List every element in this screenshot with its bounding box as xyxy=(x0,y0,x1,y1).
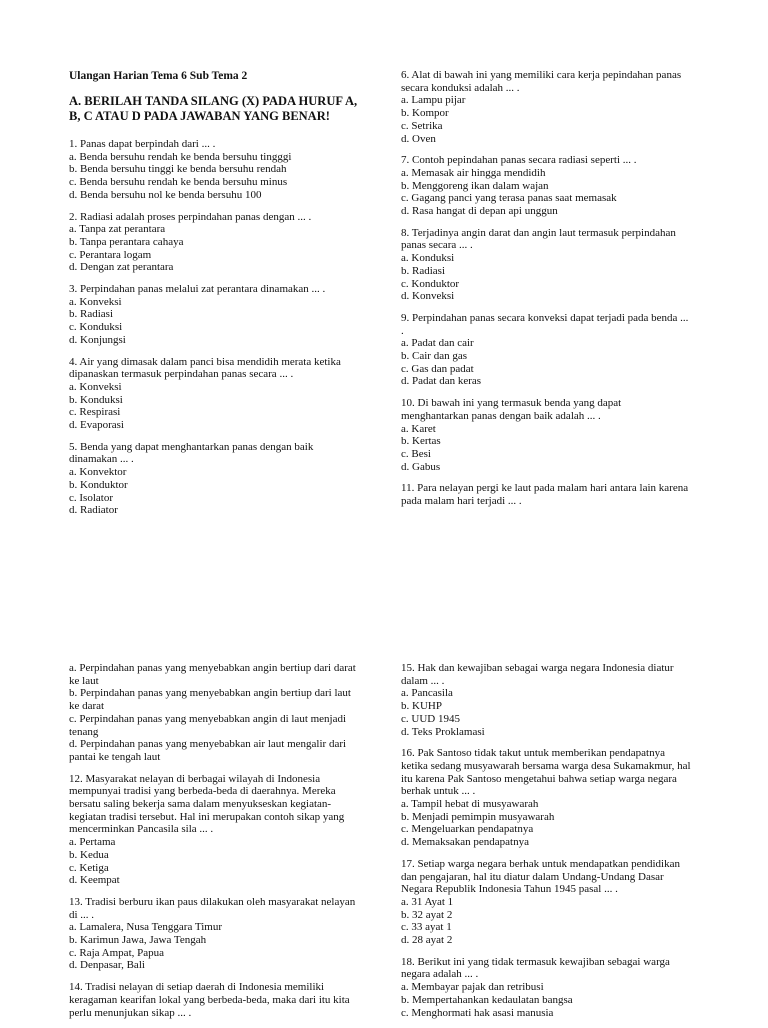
question-item xyxy=(69,896,359,972)
answer-option[interactable]: b. Konduktor xyxy=(69,478,128,491)
answer-options xyxy=(69,223,359,274)
question-item xyxy=(401,227,691,303)
answer-option[interactable]: c. Gas dan padat xyxy=(401,362,474,375)
answer-option[interactable]: c. Mengeluarkan pendapatnya xyxy=(401,823,534,836)
answer-option[interactable]: c. Gagang panci yang terasa panas saat memasak xyxy=(401,192,617,205)
answer-option[interactable]: d. Denpasar, Bali xyxy=(69,959,145,972)
answer-options xyxy=(69,381,359,432)
answer-option[interactable]: d. Memaksakan pendapatnya xyxy=(401,836,529,849)
question-item xyxy=(69,211,359,275)
answer-option[interactable]: b. Kertas xyxy=(401,435,441,448)
question-item xyxy=(69,981,359,1019)
answer-option[interactable]: a. Membayar pajak dan retribusi xyxy=(401,981,544,994)
answer-options xyxy=(401,94,691,145)
answer-options xyxy=(401,798,691,849)
answer-option[interactable]: a. Konveksi xyxy=(69,380,122,393)
answer-option[interactable]: d. Konjungsi xyxy=(69,333,126,346)
answer-option[interactable]: b. 32 ayat 2 xyxy=(401,908,453,921)
answer-option[interactable]: a. Lampu pijar xyxy=(401,94,466,107)
answer-options xyxy=(401,337,691,388)
answer-option[interactable]: c. Raja Ampat, Papua xyxy=(69,946,165,959)
answer-option[interactable]: b. KUHP xyxy=(401,700,442,713)
question-text: 17. Setiap warga negara berhak untuk mendapatkan pendidikan dan pengajaran, hal itu diatur dalam Undang-Undang Dasar Negara Republik Indonesia Tahun 1945 pasal ... . xyxy=(401,857,680,896)
answer-option[interactable]: c. Setrika xyxy=(401,119,443,132)
answer-option[interactable]: b. Tanpa perantara cahaya xyxy=(69,235,184,248)
answer-option[interactable]: c. Besi xyxy=(401,447,431,460)
answer-option[interactable]: a. Memasak air hingga mendidih xyxy=(401,166,546,179)
answer-option[interactable]: c. Konduksi xyxy=(69,321,123,334)
question-item xyxy=(69,138,359,202)
answer-option[interactable]: b. Kompor xyxy=(401,107,449,120)
answer-option[interactable]: a. Konveksi xyxy=(69,295,122,308)
answer-option[interactable]: d. Gabus xyxy=(401,460,441,473)
answer-option[interactable]: c. Konduktor xyxy=(401,277,460,290)
continued-option: a. Perpindahan panas yang menyebabkan angin bertiup dari darat ke laut xyxy=(69,662,356,687)
question-item xyxy=(401,858,691,947)
answer-option[interactable]: c. Benda bersuhu rendah ke benda bersuhu minus xyxy=(69,176,288,189)
question-list xyxy=(69,138,359,517)
question-text: 15. Hak dan kewajiban sebagai warga negara Indonesia diatur dalam ... . xyxy=(401,662,674,687)
question-text: 12. Masyarakat nelayan di berbagai wilayah di Indonesia mempunyai tradisi yang berbeda-beda di daerahnya. Mereka bersatu saling bekerja sama dalam menyukseskan kegiatan-kegiatan tradisi tersebut. Hal ini merupakan contoh sikap yang mencerminkan Pancasila sila ... . xyxy=(69,772,345,836)
answer-option[interactable]: c. Perantara logam xyxy=(69,248,152,261)
answer-option[interactable]: b. Mempertahankan kedaulatan bangsa xyxy=(401,993,573,1006)
answer-option[interactable]: a. Pertama xyxy=(69,836,116,849)
answer-options xyxy=(401,252,691,303)
answer-options xyxy=(401,687,691,738)
worksheet-title: Ulangan Harian Tema 6 Sub Tema 2 xyxy=(69,70,248,82)
answer-option[interactable]: a. 31 Ayat 1 xyxy=(401,895,454,908)
answer-option[interactable]: d. Rasa hangat di depan api unggun xyxy=(401,205,558,218)
question-text: 18. Berikut ini yang tidak termasuk kewajiban sebagai warga negara adalah ... . xyxy=(401,955,670,981)
question-list xyxy=(401,662,691,1019)
question-item xyxy=(401,956,691,1020)
answer-options xyxy=(69,921,359,972)
answer-option[interactable]: c. UUD 1945 xyxy=(401,712,460,725)
answer-option[interactable]: b. Cair dan gas xyxy=(401,350,467,363)
answer-option[interactable]: b. Menjadi pemimpin musyawarah xyxy=(401,810,555,823)
question-text: 4. Air yang dimasak dalam panci bisa mendidih merata ketika dipanaskan termasuk perpindahan panas secara ... . xyxy=(69,355,341,381)
instruction-heading: A. BERILAH TANDA SILANG (X) PADA HURUF A, B, C ATAU D PADA JAWABAN YANG BENAR! xyxy=(69,94,358,123)
answer-option[interactable]: a. Lamalera, Nusa Tenggara Timur xyxy=(69,921,222,934)
question-item xyxy=(69,773,359,887)
page1-right-column xyxy=(401,69,691,517)
answer-option[interactable]: a. Konduksi xyxy=(401,252,455,265)
answer-option[interactable]: a. Tanpa zat perantara xyxy=(69,223,166,236)
answer-option[interactable]: b. Kedua xyxy=(69,848,109,861)
question-list xyxy=(69,773,359,1020)
question-text: 7. Contoh pepindahan panas secara radiasi seperti ... . xyxy=(401,154,637,167)
answer-option[interactable]: d. Oven xyxy=(401,132,436,145)
answer-option[interactable]: d. Padat dan keras xyxy=(401,375,482,388)
page1-left-column xyxy=(69,69,359,526)
question-item xyxy=(69,283,359,347)
question-text: 6. Alat di bawah ini yang memiliki cara kerja pepindahan panas secara konduksi adalah ... . xyxy=(401,69,682,94)
answer-option[interactable]: d. Konveksi xyxy=(401,290,455,303)
worksheet-page-2 xyxy=(0,600,768,1024)
answer-option[interactable]: d. Benda bersuhu nol ke benda bersuhu 100 xyxy=(69,188,262,201)
question-text: 1. Panas dapat berpindah dari ... . xyxy=(69,138,216,150)
answer-option[interactable]: a. Karet xyxy=(401,422,436,435)
answer-options xyxy=(401,423,691,474)
answer-option[interactable]: b. Karimun Jawa, Jawa Tengah xyxy=(69,934,207,947)
question-item xyxy=(401,482,691,507)
continued-option: d. Perpindahan panas yang menyebabkan air laut mengalir dari pantai ke tengah laut xyxy=(69,738,347,763)
question-text: 11. Para nelayan pergi ke laut pada malam hari antara lain karena pada malam hari terjadi ... . xyxy=(401,482,689,508)
question-item xyxy=(69,441,359,517)
question-item xyxy=(401,397,691,473)
question-text: 5. Benda yang dapat menghantarkan panas dengan baik dinamakan ... . xyxy=(69,440,314,466)
answer-option[interactable]: b. Konduksi xyxy=(69,393,123,406)
question-text: 13. Tradisi berburu ikan paus dilakukan oleh masyarakat nelayan di ... . xyxy=(69,895,356,921)
answer-option[interactable]: c. Isolator xyxy=(69,491,113,504)
answer-option[interactable]: d. Radiator xyxy=(69,504,118,517)
answer-option[interactable]: d. Dengan zat perantara xyxy=(69,261,174,274)
answer-option[interactable]: b. Menggoreng ikan dalam wajan xyxy=(401,179,549,192)
question-text: 14. Tradisi nelayan di setiap daerah di Indonesia memiliki keragaman kearifan lokal yang berbeda-beda, maka dari itu kita perlu menunjukan sikap ... . xyxy=(69,981,350,1019)
answer-option[interactable]: b. Radiasi xyxy=(69,308,113,321)
answer-option[interactable]: a. Tampil hebat di musyawarah xyxy=(401,798,539,811)
answer-options xyxy=(69,466,359,517)
question-item xyxy=(401,69,691,145)
question-item xyxy=(401,154,691,218)
answer-option[interactable]: c. Ketiga xyxy=(69,861,109,874)
page2-right-column xyxy=(401,662,691,1028)
question-item xyxy=(401,662,691,738)
question-item xyxy=(401,312,691,388)
answer-option[interactable]: a. Pancasila xyxy=(401,687,453,700)
question-text: 9. Perpindahan panas secara konveksi dapat terjadi pada benda ... . xyxy=(401,311,689,337)
question-text: 8. Terjadinya angin darat dan angin laut termasuk perpindahan panas secara ... . xyxy=(401,226,676,252)
answer-options xyxy=(401,981,691,1019)
answer-option[interactable]: d. Evaporasi xyxy=(69,419,124,432)
answer-option[interactable]: c. 33 ayat 1 xyxy=(401,921,452,934)
answer-option[interactable]: a. Benda bersuhu rendah ke benda bersuhu tingggi xyxy=(69,150,292,163)
question-list xyxy=(401,69,691,508)
answer-options xyxy=(401,896,691,947)
question-item xyxy=(401,747,691,849)
answer-option[interactable]: d. Teks Proklamasi xyxy=(401,725,485,738)
page2-left-column xyxy=(69,662,359,1028)
answer-option[interactable]: d. Keempat xyxy=(69,874,120,887)
answer-options xyxy=(69,836,359,887)
answer-option[interactable]: a. Padat dan cair xyxy=(401,337,474,350)
continued-option: b. Perpindahan panas yang menyebabkan angin bertiup dari laut ke darat xyxy=(69,687,351,713)
answer-options xyxy=(69,151,359,202)
question-text: 16. Pak Santoso tidak takut untuk memberikan pendapatnya ketika sedang musyawarah bersama warga desa Sukamakmur, hal itu karena Pak Santoso mengetahui bahwa setiap warga negara berhak untuk ... . xyxy=(401,747,691,798)
answer-option[interactable]: d. 28 ayat 2 xyxy=(401,934,453,947)
answer-option[interactable]: c. Menghormati hak asasi manusia xyxy=(401,1006,554,1019)
continued-option: c. Perpindahan panas yang menyebabkan angin di laut menjadi tenang xyxy=(69,712,347,738)
question-text: 2. Radiasi adalah proses perpindahan panas dengan ... . xyxy=(69,210,312,223)
answer-options xyxy=(69,296,359,347)
answer-option[interactable]: b. Benda bersuhu tinggi ke benda bersuhu rendah xyxy=(69,163,287,176)
answer-option[interactable]: a. Konvektor xyxy=(69,466,127,479)
answer-option[interactable]: c. Respirasi xyxy=(69,406,121,419)
question-text: 3. Perpindahan panas melalui zat perantara dinamakan ... . xyxy=(69,283,326,296)
answer-option[interactable]: b. Radiasi xyxy=(401,264,445,277)
question-text: 10. Di bawah ini yang termasuk benda yang dapat menghantarkan panas dengan baik adalah ... . xyxy=(401,397,622,422)
question-item xyxy=(69,356,359,432)
continued-options xyxy=(69,662,359,764)
answer-options xyxy=(401,167,691,218)
